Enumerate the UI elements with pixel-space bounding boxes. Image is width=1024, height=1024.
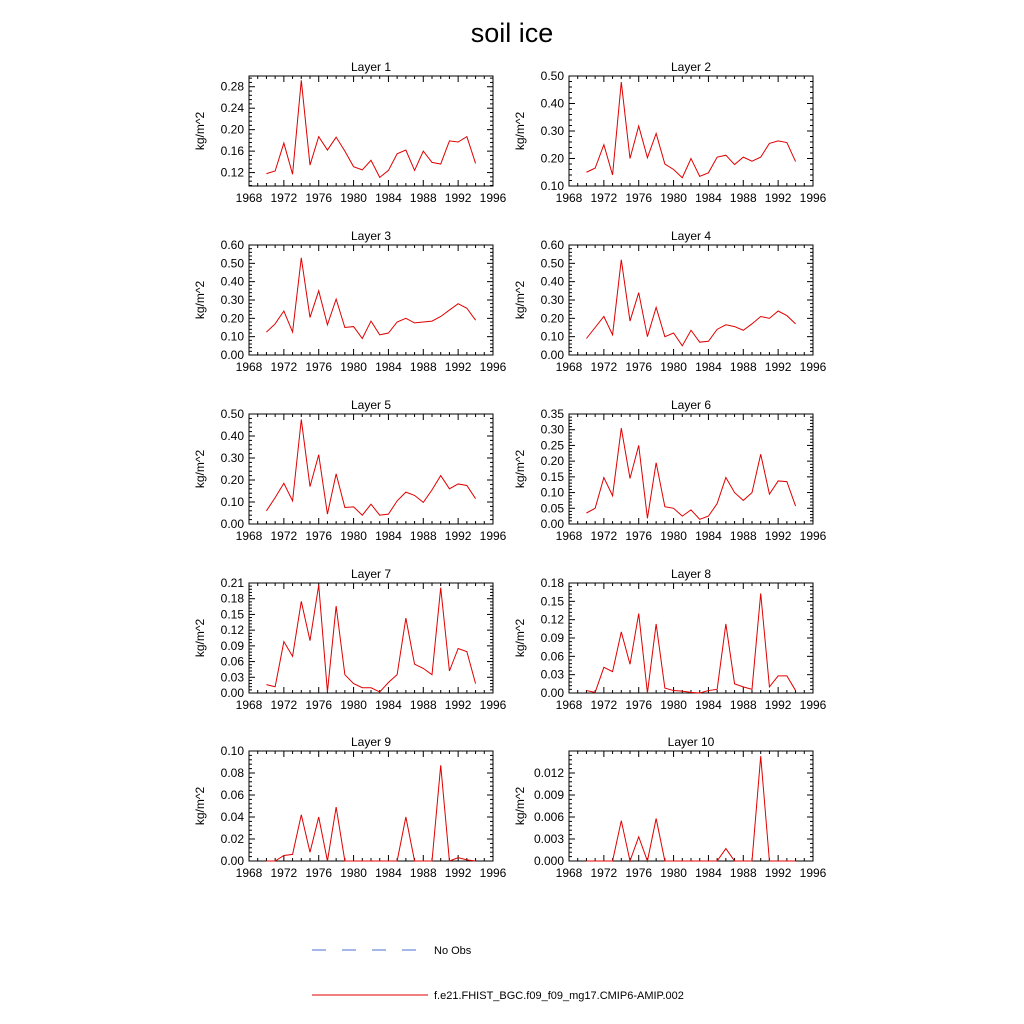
panel-layer-9 xyxy=(193,735,507,880)
x-tick-label: 1992 xyxy=(764,866,792,880)
y-tick-label: 0.16 xyxy=(220,144,244,159)
panel-title: Layer 5 xyxy=(350,398,392,412)
panel-title: Layer 9 xyxy=(350,735,392,749)
panel-layer-8 xyxy=(513,567,827,712)
x-tick-label: 1992 xyxy=(444,529,472,543)
panel-layer-10 xyxy=(513,735,827,880)
plot-frame xyxy=(569,414,813,524)
x-tick-label: 1992 xyxy=(444,360,472,374)
x-tick-label: 1992 xyxy=(444,866,472,880)
panel-layer-4 xyxy=(513,229,827,374)
x-tick-label: 1972 xyxy=(590,191,618,205)
y-tick-label: 0.10 xyxy=(220,329,244,344)
x-tick-label: 1976 xyxy=(625,360,653,374)
x-tick-label: 1968 xyxy=(555,866,583,880)
y-axis-label: kg/m^2 xyxy=(513,786,527,826)
x-tick-label: 1980 xyxy=(340,698,367,712)
y-axis-label: kg/m^2 xyxy=(193,449,207,489)
x-tick-label: 1984 xyxy=(695,866,722,880)
panel-title: Layer 6 xyxy=(670,398,712,412)
x-tick-label: 1992 xyxy=(764,360,792,374)
y-tick-label: 0.60 xyxy=(220,238,244,252)
x-tick-label: 1972 xyxy=(590,698,618,712)
panel-title: Layer 8 xyxy=(670,567,712,581)
x-tick-label: 1992 xyxy=(764,698,792,712)
y-tick-label: 0.04 xyxy=(220,810,244,824)
x-tick-label: 1984 xyxy=(375,698,402,712)
y-tick-label: 0.06 xyxy=(220,654,244,669)
legend-model-label: f.e21.FHIST_BGC.f09_f09_mg17.CMIP6-AMIP.002 xyxy=(434,990,684,1002)
y-axis-label: kg/m^2 xyxy=(513,111,527,151)
x-tick-label: 1988 xyxy=(409,529,437,543)
y-tick-label: 0.006 xyxy=(533,810,564,824)
x-tick-label: 1968 xyxy=(555,360,583,374)
panel-title: Layer 3 xyxy=(350,229,392,243)
x-tick-label: 1968 xyxy=(235,360,263,374)
x-tick-label: 1976 xyxy=(625,529,653,543)
x-tick-label: 1972 xyxy=(270,866,298,880)
x-tick-label: 1980 xyxy=(660,191,687,205)
x-tick-label: 1996 xyxy=(479,866,507,880)
x-tick-label: 1972 xyxy=(270,191,298,205)
panel-layer-1 xyxy=(193,60,507,205)
x-tick-label: 1980 xyxy=(340,360,367,374)
x-tick-label: 1988 xyxy=(409,698,437,712)
y-tick-label: 0.10 xyxy=(540,329,564,344)
y-tick-label: 0.10 xyxy=(540,179,564,193)
x-tick-label: 1996 xyxy=(479,360,507,374)
x-tick-label: 1976 xyxy=(305,866,333,880)
x-tick-label: 1996 xyxy=(799,191,827,205)
y-tick-label: 0.00 xyxy=(220,854,244,868)
legend xyxy=(312,945,684,1002)
x-tick-label: 1984 xyxy=(695,529,722,543)
plot-frame xyxy=(569,76,813,186)
x-tick-label: 1968 xyxy=(235,191,263,205)
x-tick-label: 1988 xyxy=(729,529,757,543)
y-tick-label: 0.00 xyxy=(220,348,244,362)
x-tick-label: 1980 xyxy=(660,698,687,712)
y-tick-label: 0.00 xyxy=(220,517,244,531)
series-line xyxy=(266,765,475,861)
series-line xyxy=(586,260,795,346)
x-tick-label: 1992 xyxy=(764,529,792,543)
x-tick-label: 1972 xyxy=(590,866,618,880)
x-tick-label: 1976 xyxy=(305,360,333,374)
y-tick-label: 0.20 xyxy=(220,311,244,326)
plot-frame xyxy=(249,245,493,355)
x-tick-label: 1984 xyxy=(695,191,722,205)
y-tick-label: 0.50 xyxy=(220,256,244,271)
x-tick-label: 1988 xyxy=(409,191,437,205)
y-tick-label: 0.35 xyxy=(540,407,564,421)
y-tick-label: 0.10 xyxy=(540,485,564,500)
y-tick-label: 0.60 xyxy=(540,238,564,252)
y-tick-label: 0.20 xyxy=(220,122,244,137)
panel-layer-2 xyxy=(513,60,827,205)
x-tick-label: 1996 xyxy=(479,529,507,543)
y-tick-label: 0.000 xyxy=(533,854,564,868)
y-axis-label: kg/m^2 xyxy=(513,618,527,658)
y-tick-label: 0.00 xyxy=(220,686,244,700)
panel-title: Layer 4 xyxy=(670,229,712,243)
x-tick-label: 1992 xyxy=(444,191,472,205)
y-axis-label: kg/m^2 xyxy=(193,618,207,658)
y-tick-label: 0.05 xyxy=(540,501,564,516)
y-tick-label: 0.06 xyxy=(540,649,564,664)
x-tick-label: 1984 xyxy=(375,360,402,374)
plot-frame xyxy=(569,245,813,355)
y-tick-label: 0.50 xyxy=(220,407,244,421)
y-tick-label: 0.12 xyxy=(540,612,564,627)
y-tick-label: 0.02 xyxy=(220,832,244,846)
plot-frame xyxy=(249,414,493,524)
x-tick-label: 1988 xyxy=(729,191,757,205)
legend-obs-label: No Obs xyxy=(434,945,472,957)
series-line xyxy=(586,428,795,519)
x-tick-label: 1968 xyxy=(555,529,583,543)
panel-title: Layer 2 xyxy=(670,60,712,74)
y-tick-label: 0.012 xyxy=(533,766,564,780)
x-tick-label: 1996 xyxy=(799,866,827,880)
y-tick-label: 0.50 xyxy=(540,69,564,83)
y-tick-label: 0.03 xyxy=(220,670,244,685)
x-tick-label: 1984 xyxy=(375,529,402,543)
y-tick-label: 0.30 xyxy=(220,293,244,307)
y-axis-label: kg/m^2 xyxy=(513,449,527,489)
panel-title: Layer 1 xyxy=(350,60,392,74)
series-line xyxy=(266,420,475,516)
y-tick-label: 0.50 xyxy=(540,256,564,271)
x-tick-label: 1972 xyxy=(270,529,298,543)
x-tick-label: 1980 xyxy=(660,866,687,880)
y-tick-label: 0.15 xyxy=(540,594,564,609)
x-tick-label: 1996 xyxy=(799,698,827,712)
y-axis-label: kg/m^2 xyxy=(193,786,207,826)
x-tick-label: 1988 xyxy=(729,698,757,712)
y-tick-label: 0.009 xyxy=(533,788,564,802)
series-line xyxy=(586,593,795,693)
y-axis-label: kg/m^2 xyxy=(193,111,207,151)
x-tick-label: 1968 xyxy=(555,698,583,712)
x-tick-label: 1988 xyxy=(729,866,757,880)
x-tick-label: 1980 xyxy=(340,191,367,205)
y-tick-label: 0.30 xyxy=(540,422,564,437)
panel-layer-5 xyxy=(193,398,507,543)
y-tick-label: 0.40 xyxy=(540,274,564,289)
x-tick-label: 1968 xyxy=(235,866,263,880)
y-tick-label: 0.08 xyxy=(220,766,244,780)
y-tick-label: 0.10 xyxy=(220,744,244,758)
y-tick-label: 0.00 xyxy=(540,686,564,700)
y-tick-label: 0.12 xyxy=(220,623,244,638)
plot-frame xyxy=(249,76,493,186)
y-tick-label: 0.00 xyxy=(540,348,564,362)
y-tick-label: 0.20 xyxy=(540,151,564,166)
plot-frame xyxy=(569,751,813,861)
x-tick-label: 1976 xyxy=(625,698,653,712)
series-line xyxy=(266,585,475,692)
x-tick-label: 1972 xyxy=(590,529,618,543)
panel-layer-6 xyxy=(513,398,827,543)
y-tick-label: 0.06 xyxy=(220,788,244,802)
x-tick-label: 1988 xyxy=(409,866,437,880)
y-tick-label: 0.09 xyxy=(220,638,244,653)
panels xyxy=(193,60,827,880)
series-line xyxy=(266,258,475,339)
plot-frame xyxy=(249,751,493,861)
x-tick-label: 1976 xyxy=(625,866,653,880)
x-tick-label: 1976 xyxy=(625,191,653,205)
series-line xyxy=(586,82,795,178)
y-tick-label: 0.10 xyxy=(220,495,244,509)
y-tick-label: 0.18 xyxy=(220,591,244,606)
panel-title: Layer 10 xyxy=(667,735,715,749)
panel-layer-3 xyxy=(193,229,507,374)
x-tick-label: 1980 xyxy=(340,866,367,880)
x-tick-label: 1984 xyxy=(375,866,402,880)
x-tick-label: 1972 xyxy=(270,360,298,374)
y-axis-label: kg/m^2 xyxy=(193,280,207,320)
y-tick-label: 0.24 xyxy=(220,101,244,116)
x-tick-label: 1972 xyxy=(590,360,618,374)
x-tick-label: 1980 xyxy=(660,360,687,374)
y-tick-label: 0.40 xyxy=(220,429,244,443)
x-tick-label: 1976 xyxy=(305,191,333,205)
y-tick-label: 0.40 xyxy=(540,96,564,111)
y-tick-label: 0.00 xyxy=(540,517,564,531)
y-tick-label: 0.20 xyxy=(220,473,244,487)
x-tick-label: 1968 xyxy=(555,191,583,205)
x-tick-label: 1988 xyxy=(409,360,437,374)
y-tick-label: 0.003 xyxy=(533,832,564,846)
y-tick-label: 0.20 xyxy=(540,311,564,326)
y-tick-label: 0.21 xyxy=(220,576,244,590)
y-tick-label: 0.03 xyxy=(540,667,564,682)
x-tick-label: 1976 xyxy=(305,698,333,712)
plot-frame xyxy=(249,583,493,693)
x-tick-label: 1984 xyxy=(695,698,722,712)
panel-layer-7 xyxy=(193,567,507,712)
plot-frame xyxy=(569,583,813,693)
x-tick-label: 1992 xyxy=(764,191,792,205)
y-tick-label: 0.09 xyxy=(540,631,564,645)
x-tick-label: 1968 xyxy=(235,698,263,712)
x-tick-label: 1996 xyxy=(799,360,827,374)
series-line xyxy=(266,80,475,177)
y-tick-label: 0.40 xyxy=(220,274,244,289)
x-tick-label: 1980 xyxy=(660,529,687,543)
y-tick-label: 0.28 xyxy=(220,79,244,94)
x-tick-label: 1992 xyxy=(444,698,472,712)
x-tick-label: 1984 xyxy=(695,360,722,374)
y-tick-label: 0.15 xyxy=(540,469,564,484)
series-line xyxy=(586,756,795,861)
y-tick-label: 0.30 xyxy=(540,293,564,307)
y-axis-label: kg/m^2 xyxy=(513,280,527,320)
x-tick-label: 1980 xyxy=(340,529,367,543)
x-tick-label: 1984 xyxy=(375,191,402,205)
y-tick-label: 0.20 xyxy=(540,454,564,469)
y-tick-label: 0.18 xyxy=(540,576,564,590)
x-tick-label: 1996 xyxy=(799,529,827,543)
x-tick-label: 1968 xyxy=(235,529,263,543)
y-tick-label: 0.12 xyxy=(220,165,244,180)
x-tick-label: 1972 xyxy=(270,698,298,712)
figure-title: soil ice xyxy=(470,18,554,48)
x-tick-label: 1996 xyxy=(479,191,507,205)
x-tick-label: 1976 xyxy=(305,529,333,543)
x-tick-label: 1996 xyxy=(479,698,507,712)
panel-title: Layer 7 xyxy=(350,567,392,581)
y-tick-label: 0.15 xyxy=(220,607,244,622)
y-tick-label: 0.30 xyxy=(540,124,564,138)
x-tick-label: 1988 xyxy=(729,360,757,374)
y-tick-label: 0.30 xyxy=(220,451,244,465)
y-tick-label: 0.25 xyxy=(540,438,564,453)
